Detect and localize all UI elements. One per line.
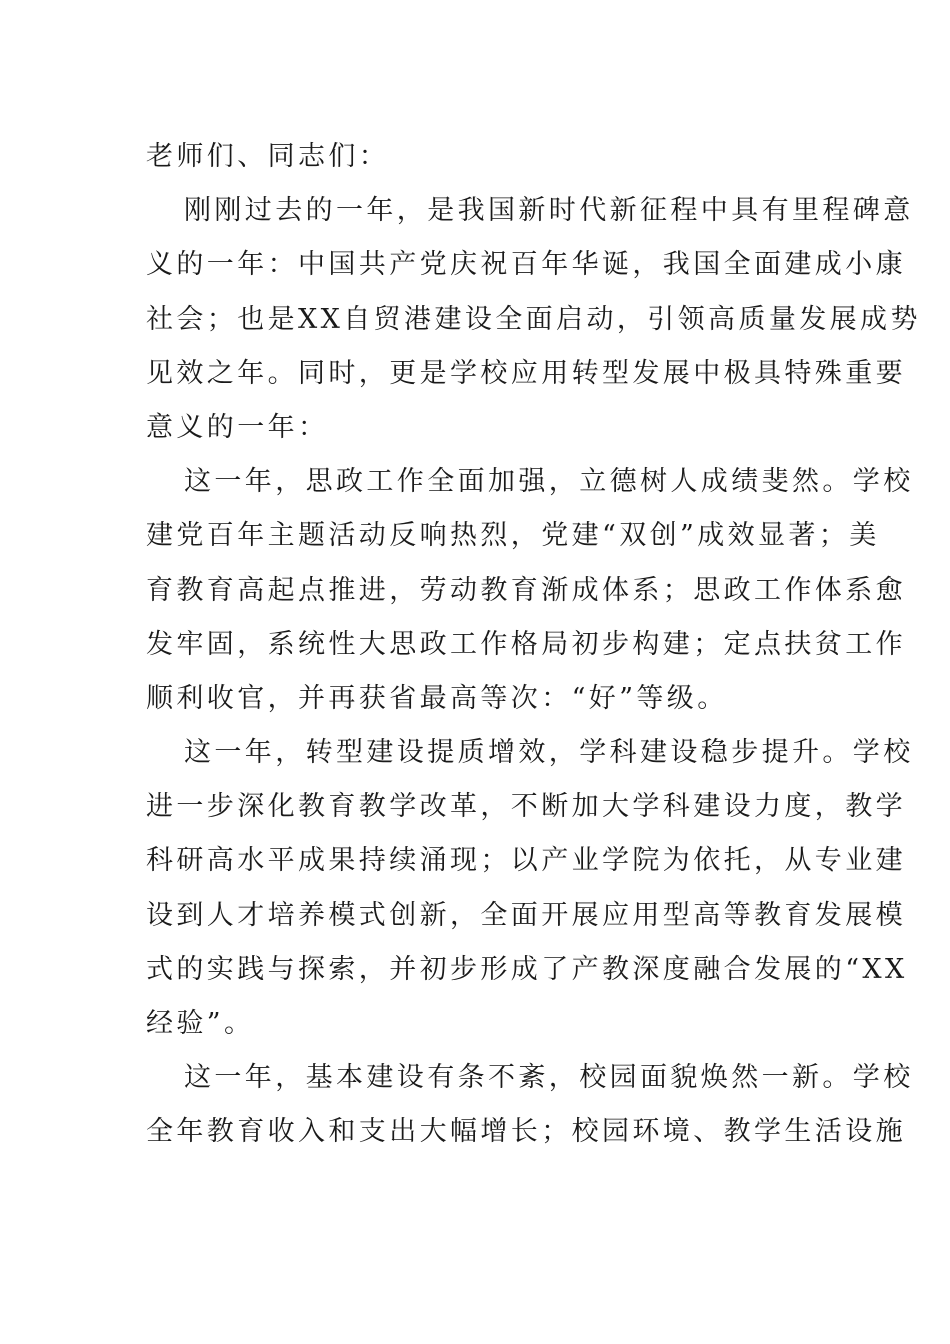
paragraph-4 xyxy=(146,1051,914,1159)
paragraph-2 xyxy=(146,455,914,726)
paragraph-1 xyxy=(146,184,921,455)
paragraph-line: 社会；也是XX自贸港建设全面启动，引领高质量发展成势 xyxy=(146,303,921,335)
paragraph-line: 见效之年。同时，更是学校应用转型发展中极具特殊重要 xyxy=(146,357,906,389)
paragraph-line: 这一年，转型建设提质增效，学科建设稳步提升。学校 xyxy=(184,737,914,769)
paragraph-line: 进一步深化教育教学改革，不断加大学科建设力度，教学 xyxy=(146,791,906,823)
paragraph-line: 发牢固，系统性大思政工作格局初步构建；定点扶贫工作 xyxy=(146,628,906,660)
paragraph-line: 科研高水平成果持续涌现；以产业学院为依托，从专业建 xyxy=(146,845,906,877)
speech-body xyxy=(146,130,921,1160)
paragraph-line: 义的一年：中国共产党庆祝百年华诞，我国全面建成小康 xyxy=(146,249,906,281)
paragraph-line: 设到人才培养模式创新，全面开展应用型高等教育发展模 xyxy=(146,899,906,931)
paragraph-line: 刚刚过去的一年，是我国新时代新征程中具有里程碑意 xyxy=(184,195,914,227)
paragraph-line: 这一年，基本建设有条不紊，校园面貌焕然一新。学校 xyxy=(184,1062,914,1094)
greeting-line: 老师们、同志们： xyxy=(146,141,390,172)
paragraph-line: 建党百年主题活动反响热烈，党建“双创”成效显著；美 xyxy=(146,520,880,552)
paragraph-line: 育教育高起点推进，劳动教育渐成体系；思政工作体系愈 xyxy=(146,574,906,606)
paragraph-line: 式的实践与探索，并初步形成了产教深度融合发展的“XX xyxy=(146,953,908,985)
paragraph-line: 经验”。 xyxy=(146,1008,255,1039)
paragraph-3 xyxy=(146,726,914,1051)
paragraph-line: 顺利收官，并再获省最高等次：“好”等级。 xyxy=(146,682,728,714)
paragraph-line: 这一年，思政工作全面加强，立德树人成绩斐然。学校 xyxy=(184,466,914,498)
paragraph-line: 意义的一年： xyxy=(146,411,329,443)
paragraph-line: 全年教育收入和支出大幅增长；校园环境、教学生活设施 xyxy=(146,1116,906,1148)
